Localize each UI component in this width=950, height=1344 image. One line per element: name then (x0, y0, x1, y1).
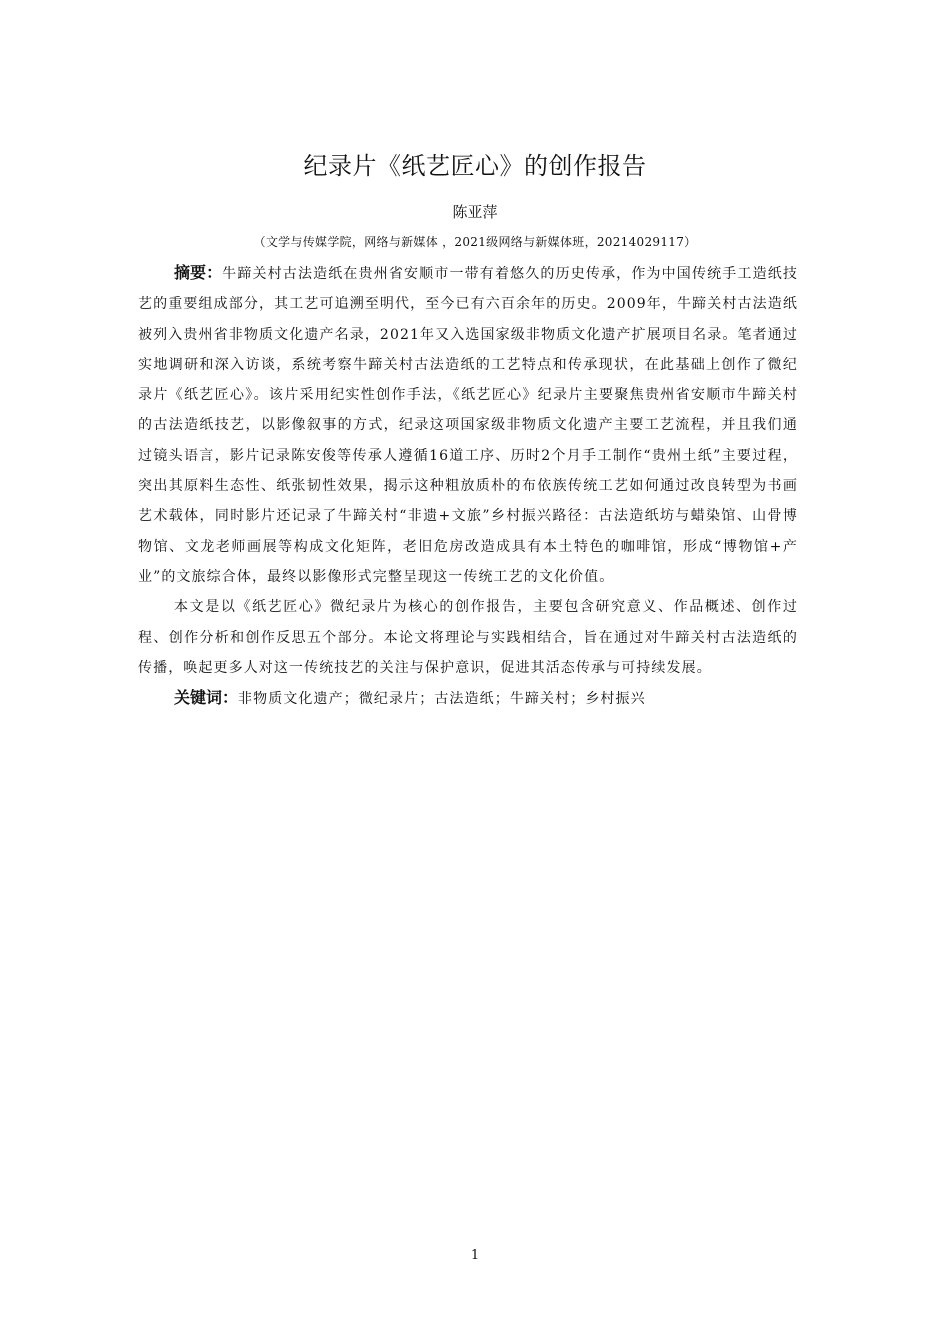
author-name: 陈亚萍 (452, 203, 498, 221)
keywords-text: 非物质文化遗产；微纪录片；古法造纸；牛蹄关村；乡村振兴 (238, 691, 646, 708)
abstract-text: 牛蹄关村古法造纸在贵州省安顺市一带有着悠久的历史传承，作为中国传统手工造纸技艺的重要组成部分，其工艺可追溯至明代，至今已有六百余年的历史。2009年，牛蹄关村古法造纸被列入贵州省非物质文化遗产名录，2021年又入选国家级非物质文化遗产扩展项目名录。笔者通过实地调研和深入访谈，系统考察牛蹄关村古法造纸的工艺特点和传承现状，在此基础上创作了微纪录片《纸艺匠心》。该片采用纪实性创作手法，《纸艺匠心》纪录片主要聚焦贵州省安顺市牛蹄关村的古法造纸技艺，以影像叙事的方式，纪录这项国家级非物质文化遗产主要工艺流程，并且我们通过镜头语言，影片记录陈安俊等传承人遵循16道工序、历时2个月手工制作“贵州土纸”主要过程，突出其原料生态性、纸张韧性效果，揭示这种粗放质朴的布依族传统工艺如何通过改良转型为书画艺术载体，同时影片还记录了牛蹄关村“非遗+文旅”乡村振兴路径：古法造纸坊与蜡染馆、山骨博物馆、文龙老师画展等构成文化矩阵，老旧危房改造成具有本土特色的咖啡馆，形成“博物馆+产业”的文旅综合体，最终以影像形式完整呈现这一传统工艺的文化价值。 (138, 266, 798, 585)
page-number: 1 (470, 1248, 480, 1263)
keywords-paragraph (138, 683, 798, 714)
abstract-section (138, 258, 798, 714)
abstract-paragraph-2: 本文是以《纸艺匠心》微纪录片为核心的创作报告，主要包含研究意义、作品概述、创作过程、创作分析和创作反思五个部分。本论文将理论与实践相结合，旨在通过对牛蹄关村古法造纸的传播，唤起更多人对这一传统技艺的关注与保护意识，促进其活态传承与可持续发展。 (138, 599, 798, 676)
author-affiliation: （文学与传媒学院，网络与新媒体 ，2021级网络与新媒体班，20214029117） (253, 235, 697, 249)
paper-title: 纪录片《纸艺匠心》的创作报告 (303, 152, 647, 180)
abstract-label: 摘要： (174, 263, 223, 282)
abstract-paragraph (138, 258, 798, 592)
keywords-label: 关键词： (174, 688, 239, 708)
